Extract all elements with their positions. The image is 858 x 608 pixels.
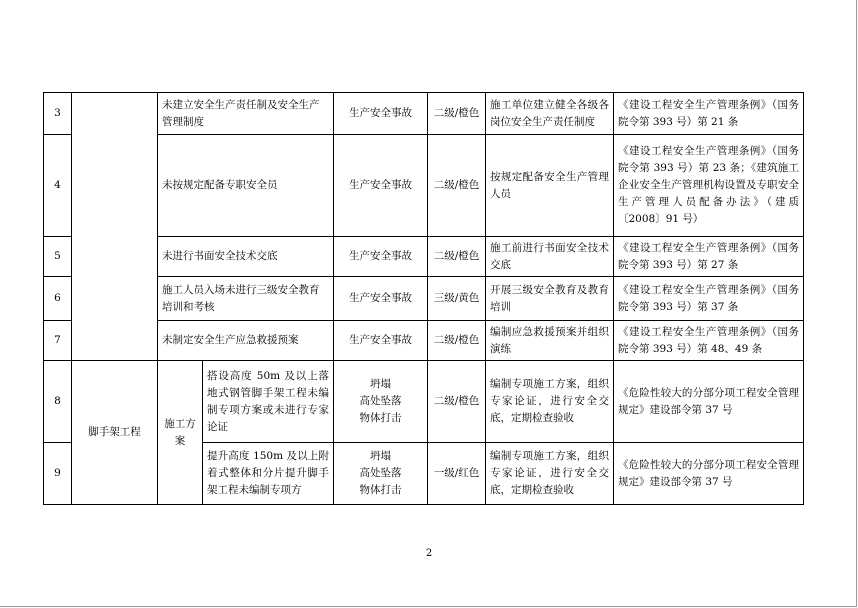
hazard-cell: 未按规定配备专职安全员	[158, 135, 334, 237]
table-row	[44, 93, 804, 135]
control-measure-cell: 按规定配备安全生产管理人员	[486, 135, 614, 237]
basis-cell: 《危险性较大的分部分项工程安全管理规定》建设部令第 37 号	[614, 361, 804, 443]
risk-level-cell: 二级/橙色	[428, 135, 486, 237]
basis-cell: 《建设工程安全生产管理条例》（国务院令第 393 号）第 48、49 条	[614, 321, 804, 361]
table-row	[44, 361, 804, 443]
basis-cell: 《建设工程安全生产管理条例》（国务院令第 393 号）第 21 条	[614, 93, 804, 135]
accident-type-cell: 生产安全事故	[334, 277, 428, 321]
table-row	[44, 277, 804, 321]
hazard-cell: 搭设高度 50m 及以上落地式钢管脚手架工程未编制专项方案或未进行专家论证	[203, 361, 334, 443]
risk-level-cell: 二级/橙色	[428, 93, 486, 135]
hazard-cell: 未制定安全生产应急救援预案	[158, 321, 334, 361]
row-number: 5	[44, 237, 72, 277]
row-number: 9	[44, 443, 72, 505]
hazard-table	[43, 92, 804, 505]
basis-cell: 《建设工程安全生产管理条例》（国务院令第 393 号）第 37 条	[614, 277, 804, 321]
risk-level-cell: 二级/橙色	[428, 237, 486, 277]
accident-type-cell: 生产安全事故	[334, 237, 428, 277]
accident-type-cell: 生产安全事故	[334, 321, 428, 361]
accident-type-line: 坍塌	[370, 378, 391, 390]
control-measure-cell: 编制专项施工方案，组织专家论证，进行安全交底，定期检查验收	[486, 361, 614, 443]
accident-type-line: 高处坠落	[359, 467, 402, 479]
risk-level-cell: 三级/黄色	[428, 277, 486, 321]
control-measure-cell: 开展三级安全教育及教育培训	[486, 277, 614, 321]
category-cell: 脚手架工程	[72, 361, 158, 505]
hazard-cell: 提升高度 150m 及以上附着式整体和分片提升脚手架工程未编制专项方	[203, 443, 334, 505]
control-measure-cell: 施工前进行书面安全技术交底	[486, 237, 614, 277]
control-measure-cell: 施工单位建立健全各级各岗位安全生产责任制度	[486, 93, 614, 135]
hazard-cell: 施工人员入场未进行三级安全教育培训和考核	[158, 277, 334, 321]
risk-level-cell: 二级/橙色	[428, 361, 486, 443]
basis-cell: 《建设工程安全生产管理条例》（国务院令第 393 号）第 27 条	[614, 237, 804, 277]
row-number: 6	[44, 277, 72, 321]
subcategory-cell: 施工方案	[158, 361, 203, 505]
accident-type-cell: 生产安全事故	[334, 135, 428, 237]
page-number: 2	[425, 548, 433, 559]
hazard-cell: 未建立安全生产责任制及安全生产管理制度	[158, 93, 334, 135]
control-measure-cell: 编制专项施工方案，组织专家论证，进行安全交底，定期检查验收	[486, 443, 614, 505]
risk-level-cell: 二级/橙色	[428, 321, 486, 361]
accident-type-line: 高处坠落	[359, 395, 402, 407]
table-row	[44, 321, 804, 361]
row-number: 8	[44, 361, 72, 443]
category-cell-empty	[72, 93, 158, 361]
row-number: 4	[44, 135, 72, 237]
accident-type-line: 坍塌	[370, 450, 391, 462]
accident-type-cell	[334, 361, 428, 443]
row-number: 7	[44, 321, 72, 361]
accident-type-cell: 生产安全事故	[334, 93, 428, 135]
risk-level-cell: 一级/红色	[428, 443, 486, 505]
accident-type-cell	[334, 443, 428, 505]
control-measure-cell: 编制应急救援预案并组织演练	[486, 321, 614, 361]
table-row	[44, 237, 804, 277]
accident-type-line: 物体打击	[359, 484, 402, 496]
basis-cell: 《建设工程安全生产管理条例》（国务院令第 393 号）第 23 条；《建筑施工企业安全生产管理机构设置及专职安全生产管理人员配备办法》（建质〔2008〕91 号）	[614, 135, 804, 237]
table-row	[44, 135, 804, 237]
accident-type-line: 物体打击	[359, 412, 402, 424]
hazard-cell: 未进行书面安全技术交底	[158, 237, 334, 277]
row-number: 3	[44, 93, 72, 135]
basis-cell: 《危险性较大的分部分项工程安全管理规定》建设部令第 37 号	[614, 443, 804, 505]
